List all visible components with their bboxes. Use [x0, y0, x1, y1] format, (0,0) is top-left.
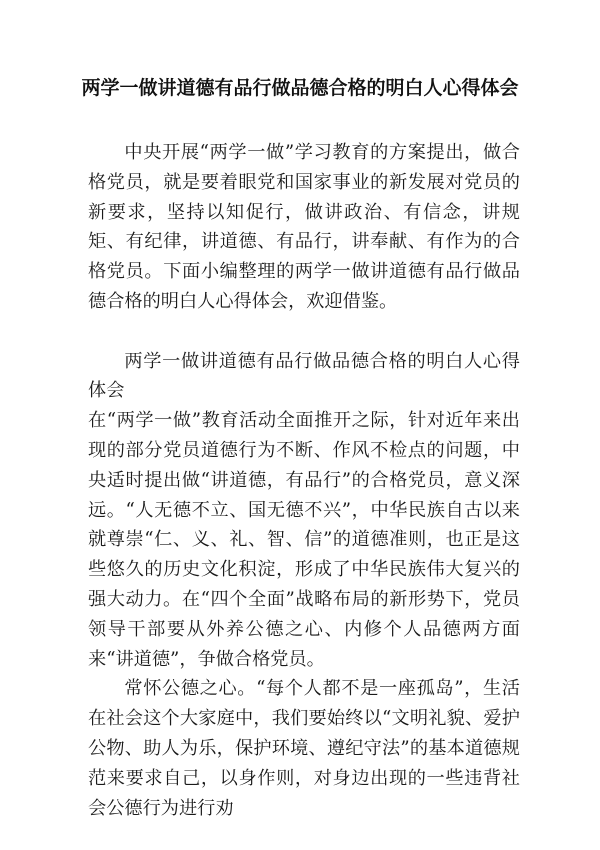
body-paragraph: 常怀公德之心。“每个人都不是一座孤岛”，生活在社会这个大家庭中，我们要始终以“文明礼貌、爱护公物、助人为乐，保护环境、遵纪守法”的基本道德规范来要求自己，以身作则，对身边出现的一些违背社会公德行为进行劝: [88, 678, 520, 819]
document-body: [88, 138, 520, 823]
document-title: 两学一做讲道德有品行做品德合格的明白人心得体会: [81, 77, 519, 99]
body-paragraph: 在“两学一做”教育活动全面推开之际，针对近年来出现的部分党员道德行为不断、作风不检点的问题，中央适时提出做“讲道德，有品行”的合格党员，意义深远。“人无德不立、国无德不兴”，中华民族自古以来就尊崇“仁、义、礼、智、信”的道德准则，也正是这些悠久的历史文化积淀，形成了中华民族伟大复兴的强大动力。在“四个全面”战略布局的新形势下，党员领导干部要从外养公德之心、内修个人品德两方面来“讲道德”，争做合格党员。: [88, 410, 520, 670]
section-heading: 两学一做讲道德有品行做品德合格的明白人心得体会: [88, 350, 520, 402]
intro-paragraph: 中央开展“两学一做”学习教育的方案提出，做合格党员，就是要着眼党和国家事业的新发展对党员的新要求，坚持以知促行，做讲政治、有信念，讲规矩、有纪律，讲道德、有品行，讲奉献、有作为的合格党员。下面小编整理的两学一做讲道德有品行做品德合格的明白人心得体会，欢迎借鉴。: [88, 142, 520, 312]
